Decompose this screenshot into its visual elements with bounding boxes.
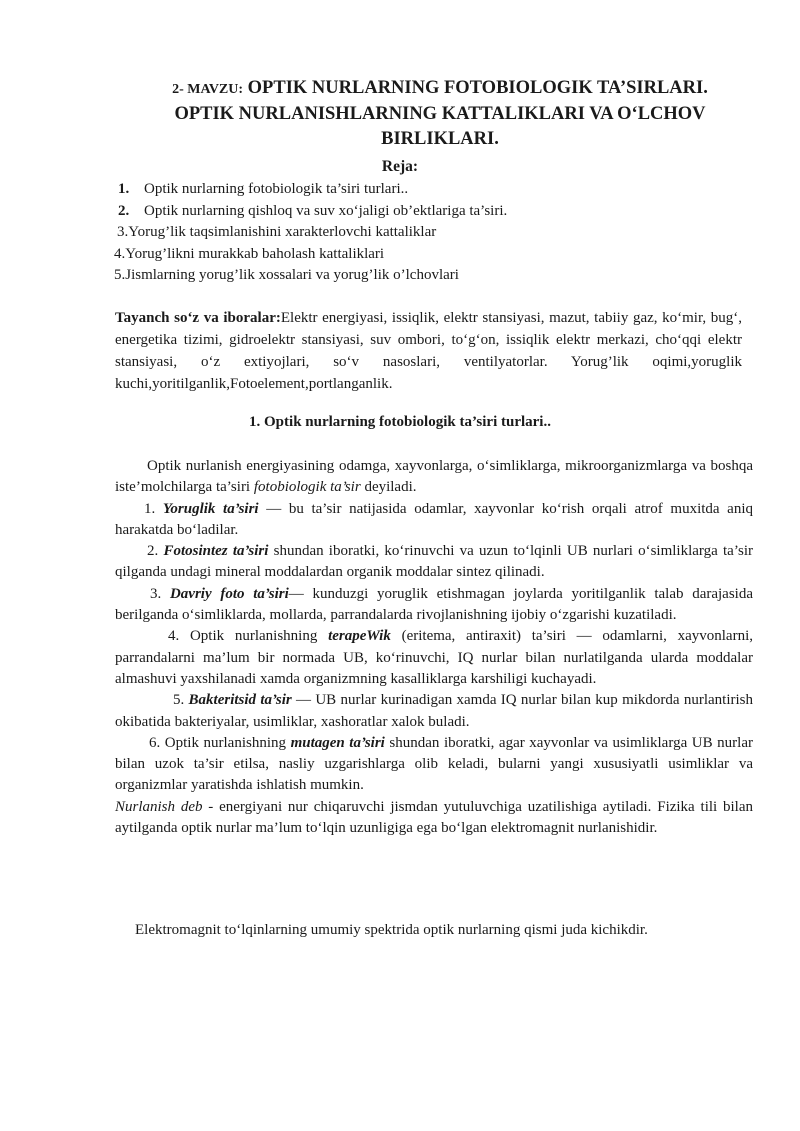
title-text-1: OPTIK NURLARNING FOTOBIOLOGIK TA’SIRLARI. xyxy=(247,78,708,98)
effect-term: terapeWik xyxy=(328,628,391,645)
plan-item xyxy=(114,201,507,223)
effect-term: Yoruglik ta’siri xyxy=(162,500,259,517)
plan-item-text: Optik nurlarning qishloq va suv xo‘jaligi ob’ektlariga ta’siri. xyxy=(144,202,508,219)
keywords-label: Tayanch so‘z va iboralar: xyxy=(115,310,281,326)
effect-paragraph xyxy=(115,626,753,690)
effect-paragraph xyxy=(115,584,753,627)
effect-number: 2. xyxy=(147,543,164,560)
effect-text: — bu ta’sir natijasida odamlar, xayvonlar ko‘rish orqali atrof muxitda aniq harakatda bo‘ladilar. xyxy=(115,500,754,538)
intro-paragraph xyxy=(115,456,753,499)
plan-item-number: 1. xyxy=(118,181,130,197)
title-line-3: BIRLIKLARI. xyxy=(381,129,499,149)
effect-term: Davriy foto ta’siri xyxy=(169,585,289,602)
intro-text-end: deyiladi. xyxy=(360,479,417,496)
title-line-1 xyxy=(140,76,740,102)
definition-term: Nurlanish deb xyxy=(115,798,203,815)
plan-item: 3.Yorug’lik taqsimlanishini xarakterlovchi kattaliklar xyxy=(117,224,437,240)
plan-item xyxy=(114,179,507,201)
definition-text: - energiyani nur chiqaruvchi jismdan yutuluvchiga uzatilishiga aytiladi. Fizika tili bilan aytilganda optik nurlar ma’lum to‘lqin uzunligiga ega bo‘lgan elektromagnit nurlanishidir. xyxy=(115,798,753,837)
effect-term: Fotosintez ta’siri xyxy=(163,543,269,560)
effect-text: — kunduzgi yoruglik etishmagan joylarda yoritilganlik talab darajasida berilganda o‘simliklarda, mollarda, parrandalarda rivojlanishning ijobiy o‘zgarishi kuzatiladi. xyxy=(115,585,753,624)
effect-text: (eritema, antiraxit) ta’siri — odamlarni, xayvonlarni, parrandalarni ma’lum bir normada UB, ko‘rinuvchi, IQ nurlar bilan nurlatilganda ularda moddalar almashuvi yaxshilanadi xamda organizmning kasalliklarga karshiligi kuchayadi. xyxy=(115,628,753,687)
keywords-text: Elektr energiyasi, issiqlik, elektr stansiyasi, mazut, tabiiy gaz, ko‘mir, bug‘, energetika tizimi, gidroelektr stansiyasi, suv ombori, to‘g‘on, issiqlik elektr merkazi, cho‘qqi elektr stansiyasi, o‘z extiyojlari, so‘v nasoslari, ventilyatorlar. Yorug’lik oqimi,yoruglik kuchi,yoritilganlik,Fotoelement,portlanganlik. xyxy=(115,310,743,392)
effect-number: 4. Optik nurlanishning xyxy=(168,628,329,645)
page-title xyxy=(140,76,740,152)
effect-term: mutagen ta’siri xyxy=(290,734,385,751)
effect-number: 6. Optik nurlanishning xyxy=(149,734,291,751)
plan-item: 4.Yorug’likni murakkab baholash kattaliklari xyxy=(114,245,385,262)
effect-paragraph xyxy=(115,541,753,584)
section-heading: 1. Optik nurlarning fotobiologik ta’siri turlari.. xyxy=(249,414,551,430)
plan-list xyxy=(114,179,507,287)
plan-item: 5.Jismlarning yorug’lik xossalari va yorug’lik o’lchovlari xyxy=(114,267,459,283)
title-prefix: 2- MAVZU: xyxy=(172,82,244,97)
plan-item-text: Optik nurlarning fotobiologik ta’siri turlari.. xyxy=(144,181,409,197)
effect-paragraph xyxy=(115,499,753,542)
effect-term: Bakteritsid ta’sir xyxy=(188,692,292,709)
effect-number: 3. xyxy=(150,585,170,602)
closing-sentence: Elektromagnit to‘lqinlarning umumiy spektrida optik nurlarning qismi juda kichikdir. xyxy=(135,922,648,938)
effect-text: shundan iboratki, ko‘rinuvchi va uzun to‘lqinli UB nurlari o‘simliklarga ta’sir qilganda undagi mineral moddalardan organik moddalar sintez qilinadi. xyxy=(115,543,753,581)
effect-number: 5. xyxy=(173,692,189,709)
intro-term: fotobiologik ta’sir xyxy=(253,479,361,496)
effect-text: — UB nurlar kurinadigan xamda IQ nurlar bilan kup mikdorda nurlantirish okibatida bakteriyalar, usimliklar, xashoratlar xalok buladi. xyxy=(115,692,754,730)
effect-number: 1. xyxy=(144,500,163,517)
plan-item-number: 2. xyxy=(118,202,130,219)
title-line-2: OPTIK NURLANISHLARNING KATTALIKLARI VA O‘LCHOV xyxy=(174,104,706,124)
effect-text: shundan iboratki, agar xayvonlar va usimliklarga UB nurlar bilan uzok ta’sir etilsa, nasliy uzgarishlarga olib keladi, bularni yangi xususiyatli usimliklar va organizmlar yaratishda ishlatish mumkin. xyxy=(115,734,753,794)
effect-paragraph xyxy=(115,733,753,797)
keywords-paragraph xyxy=(115,307,742,395)
section-body xyxy=(115,456,753,839)
intro-text: Optik nurlanish energiyasining odamga, xayvonlarga, o‘simliklarga, mikroorganizmlarga va boshqa iste’molchilarga ta’siri xyxy=(115,458,753,496)
effect-paragraph xyxy=(115,690,753,733)
definition-paragraph xyxy=(115,797,753,840)
plan-heading: Reja: xyxy=(381,158,419,175)
